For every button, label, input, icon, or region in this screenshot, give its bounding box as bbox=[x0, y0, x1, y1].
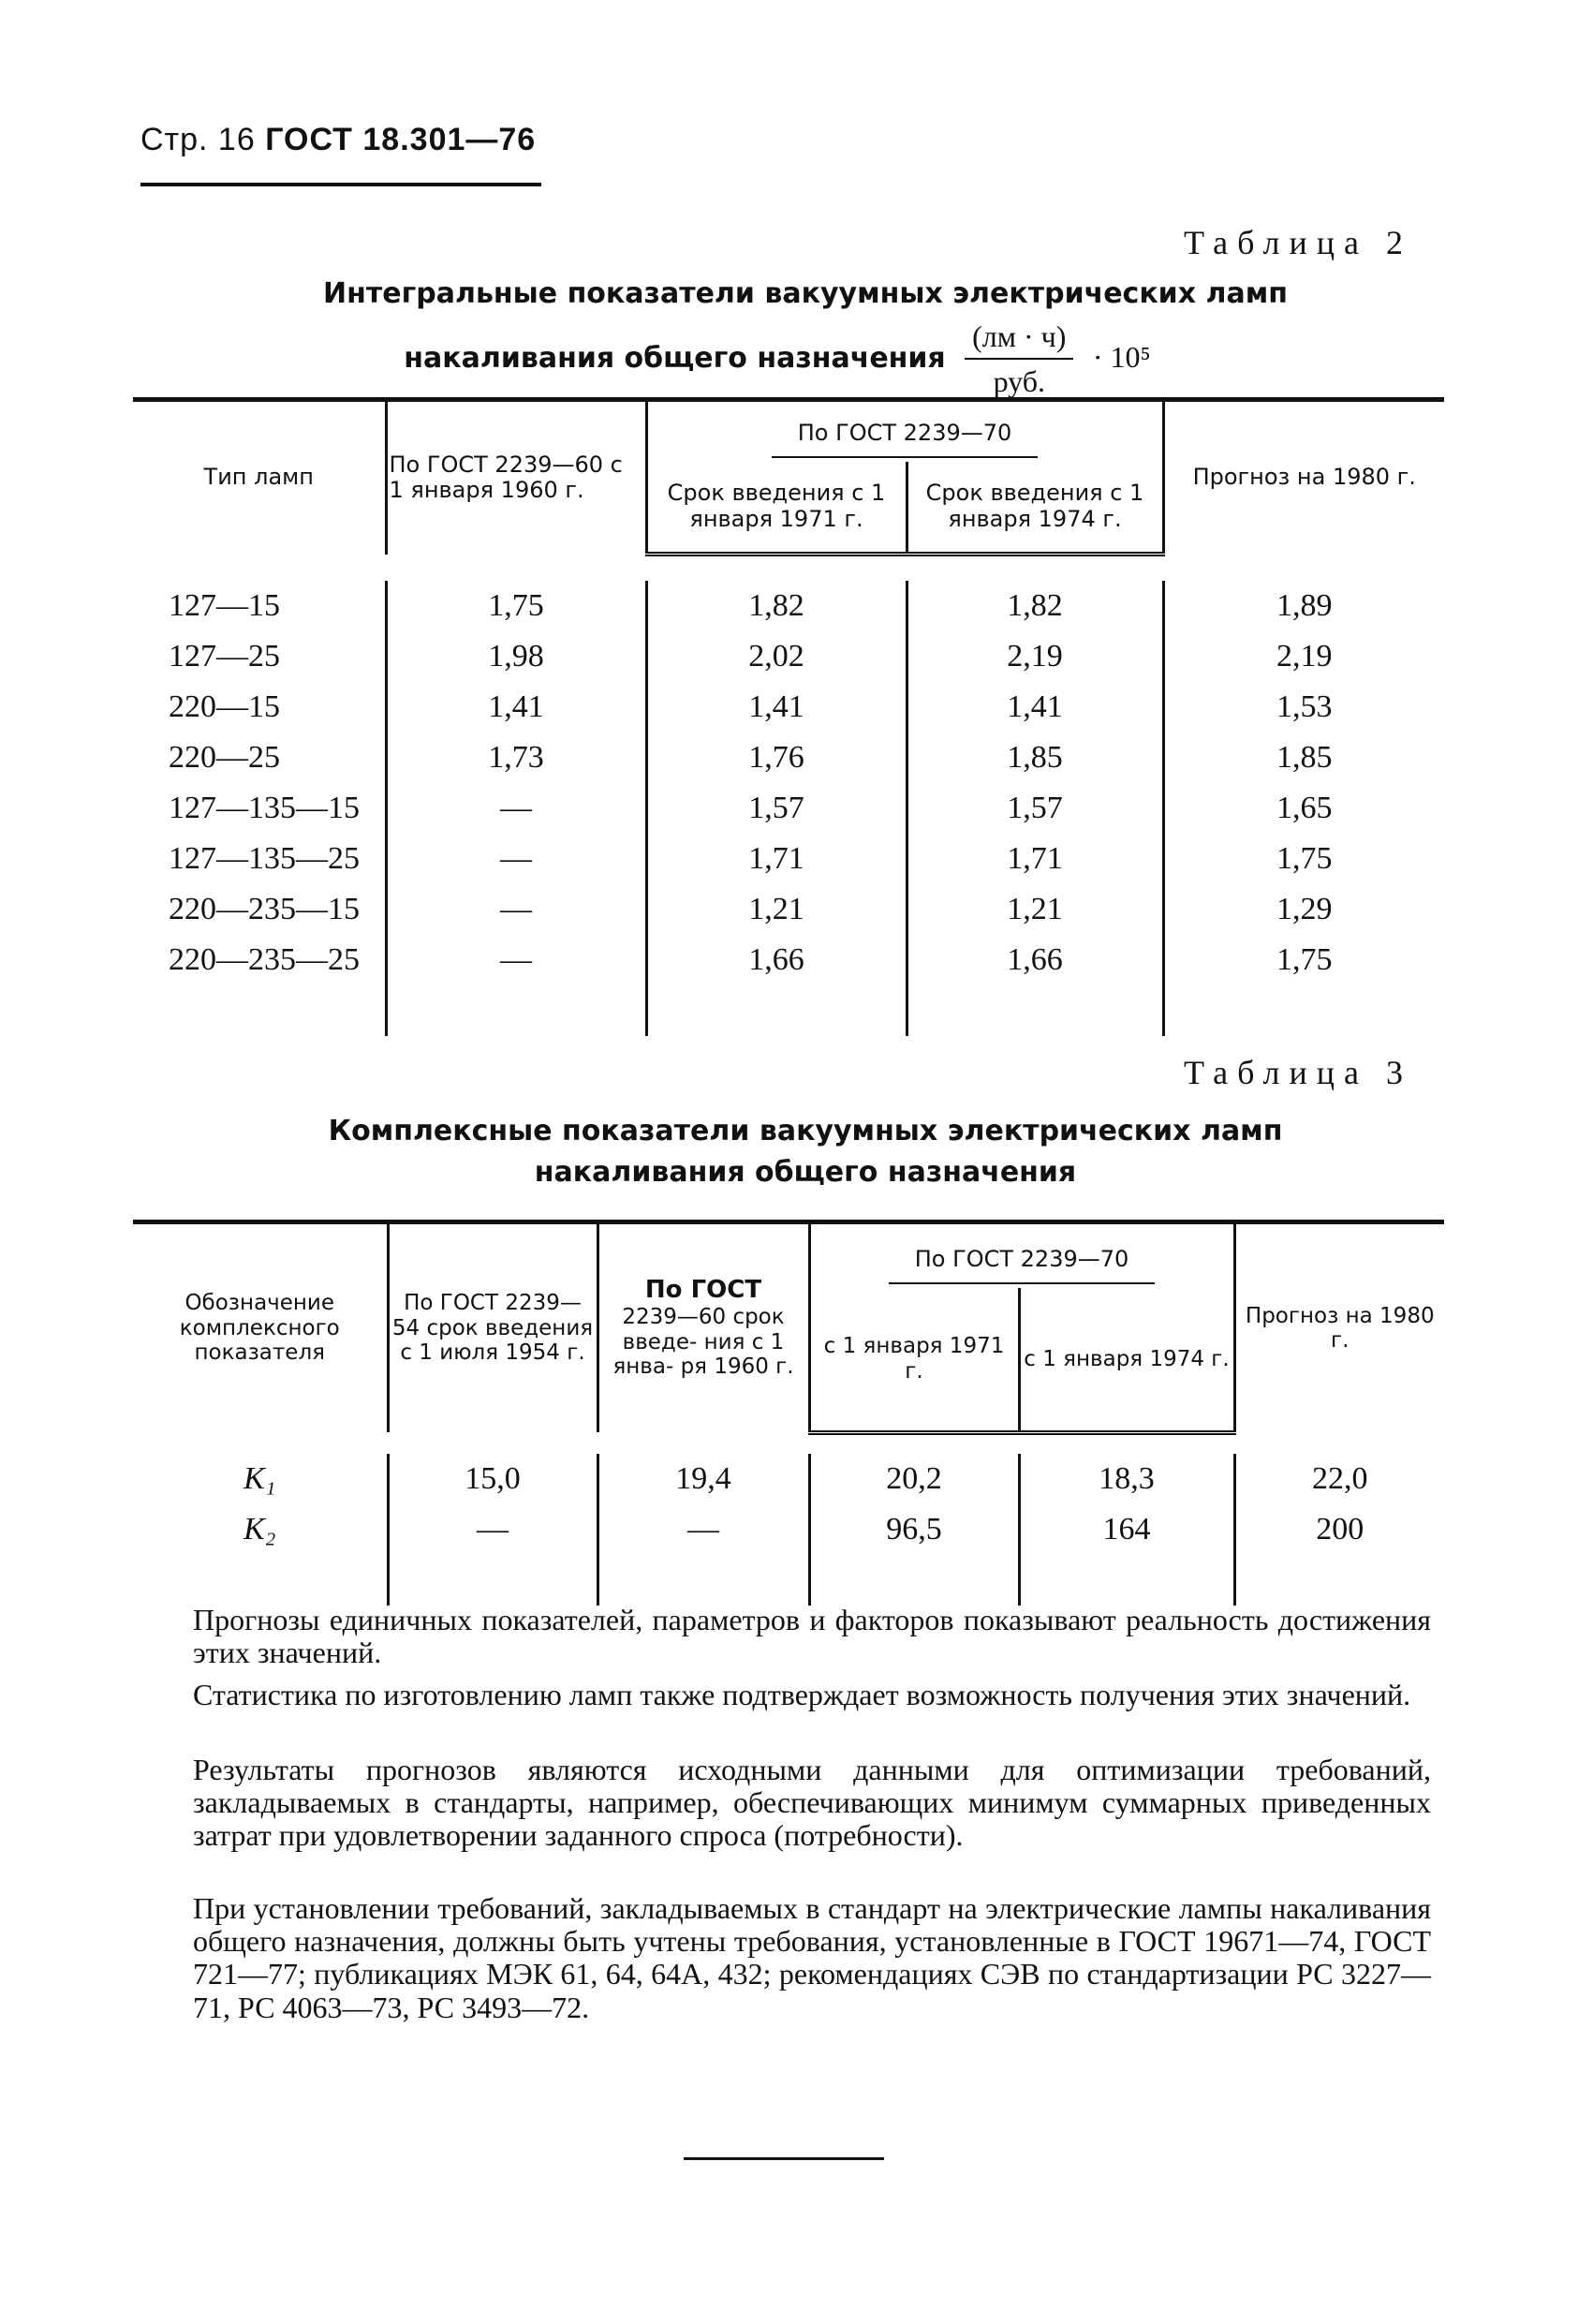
col-header-gost1954: По ГОСТ 2239—54 срок введения с 1 июля 1954 г. bbox=[388, 1222, 597, 1433]
indicator-name: K₁ bbox=[243, 1460, 276, 1496]
paragraph-3-text: Результаты прогнозов являются исходными данными для оптимизации требований, закладываемых в стандарты, например, обеспечивающих минимум суммарных приведенных затрат при удовлетворении заданного спроса (потребности). bbox=[193, 1753, 1431, 1853]
spacer-cell bbox=[386, 985, 646, 1036]
value-1980: 200 bbox=[1234, 1504, 1444, 1555]
value-1971: 20,2 bbox=[809, 1454, 1019, 1504]
table-row bbox=[133, 581, 1444, 631]
unit-numerator: (лм · ч) bbox=[965, 315, 1073, 360]
table-row bbox=[133, 935, 1444, 985]
table3-title bbox=[243, 1111, 1367, 1192]
table-row bbox=[133, 1504, 1444, 1555]
table3 bbox=[133, 1220, 1444, 1606]
value-1974: 164 bbox=[1019, 1504, 1234, 1555]
value-1971: 2,02 bbox=[646, 631, 907, 682]
table-row bbox=[133, 631, 1444, 682]
value-1980: 1,65 bbox=[1163, 783, 1444, 834]
value-1974: 1,66 bbox=[907, 935, 1163, 985]
table-row bbox=[133, 1454, 1444, 1504]
value-1960: 1,41 bbox=[386, 682, 646, 733]
col-header-forecast: Прогноз на 1980 г. bbox=[1163, 400, 1444, 555]
table2-title bbox=[243, 274, 1367, 403]
paragraph-forecasts bbox=[193, 1604, 1431, 1669]
table3-title-line2: накаливания общего назначения bbox=[534, 1155, 1077, 1189]
table-row bbox=[133, 783, 1444, 834]
value-1980: 1,29 bbox=[1163, 884, 1444, 935]
value-1971: 1,71 bbox=[646, 834, 907, 884]
lamp-type: 220—235—25 bbox=[169, 942, 360, 977]
col-header-1971: Срок введения с 1 января 1971 г. bbox=[646, 462, 907, 555]
table3-label: Таблица 3 bbox=[1184, 1054, 1412, 1091]
value-1980: 1,85 bbox=[1163, 733, 1444, 783]
lamp-type: 220—235—15 bbox=[169, 892, 360, 926]
spacer-cell bbox=[133, 1555, 388, 1606]
paragraph-requirements bbox=[193, 1892, 1431, 2024]
table-row bbox=[133, 834, 1444, 884]
paragraph-2-text: Статистика по изготовлению ламп также подтверждает возможность получения этих значений. bbox=[193, 1678, 1411, 1711]
value-1960: 1,98 bbox=[386, 631, 646, 682]
value-1960: — bbox=[386, 783, 646, 834]
table-row bbox=[133, 682, 1444, 733]
col-header-gost70-group bbox=[809, 1222, 1234, 1289]
value-1980: 1,53 bbox=[1163, 682, 1444, 733]
value-1960: 1,75 bbox=[386, 581, 646, 631]
end-rule bbox=[684, 2157, 884, 2160]
value-1980: 1,89 bbox=[1163, 581, 1444, 631]
paragraph-4-text: При установлении требований, закладываемых в стандарт на электрические лампы накаливания общего назначения, должны быть учтены требования, установленные в ГОСТ 19671—74, ГОСТ 721—77; публикациях МЭК 61, 64, 64А, 432; рекомендациях СЭВ по стандартизации РС 3227—71, РС 4063—73, РС 3493—72. bbox=[193, 1891, 1431, 2024]
gost1960-head: По ГОСТ bbox=[644, 1276, 762, 1305]
lamp-type: 220—15 bbox=[169, 689, 280, 724]
value-1971: 1,76 bbox=[646, 733, 907, 783]
table-row bbox=[133, 884, 1444, 935]
page-number: Стр. 16 bbox=[140, 122, 256, 157]
lamp-type: 127—15 bbox=[169, 588, 280, 623]
spacer-cell bbox=[388, 1555, 597, 1606]
value-1971: 1,57 bbox=[646, 783, 907, 834]
table2-label: Таблица 2 bbox=[1184, 224, 1412, 261]
value-1974: 1,71 bbox=[907, 834, 1163, 884]
spacer-cell bbox=[1163, 985, 1444, 1036]
value-1954: — bbox=[388, 1504, 597, 1555]
spacer-cell bbox=[133, 985, 386, 1036]
gost1960-rest: 2239—60 срок введе- ния с 1 янва- ря 1960 г. bbox=[612, 1305, 794, 1380]
paragraph-statistics bbox=[193, 1679, 1431, 1711]
spacer-cell bbox=[646, 985, 907, 1036]
value-1971: 1,82 bbox=[646, 581, 907, 631]
spacer-cell bbox=[809, 1555, 1019, 1606]
value-1980: 1,75 bbox=[1163, 935, 1444, 985]
table-row bbox=[133, 733, 1444, 783]
spacer-cell bbox=[1019, 1555, 1234, 1606]
unit-multiplier: · 10⁵ bbox=[1092, 339, 1151, 374]
col-header-designation: Обозначение комплексного показателя bbox=[179, 1291, 340, 1366]
col-header-type: Тип ламп bbox=[203, 464, 314, 491]
value-1974: 1,41 bbox=[907, 682, 1163, 733]
lamp-type: 127—135—15 bbox=[169, 791, 360, 825]
col-header-1974: с 1 января 1974 г. bbox=[1019, 1288, 1234, 1432]
lamp-type: 127—25 bbox=[169, 639, 280, 674]
table2-title-line2 bbox=[215, 315, 1339, 404]
gost70-group-label: По ГОСТ 2239—70 bbox=[772, 421, 1039, 458]
value-1974: 18,3 bbox=[1019, 1454, 1234, 1504]
value-1960: — bbox=[386, 935, 646, 985]
value-1971: 1,21 bbox=[646, 884, 907, 935]
spacer-cell bbox=[1234, 1555, 1444, 1606]
col-header-1974: Срок введения с 1 января 1974 г. bbox=[907, 462, 1163, 555]
value-1971: 96,5 bbox=[809, 1504, 1019, 1555]
value-1980: 22,0 bbox=[1234, 1454, 1444, 1504]
value-1960: 19,4 bbox=[597, 1454, 809, 1504]
unit-denominator: руб. bbox=[993, 363, 1045, 398]
gost70-group-label: По ГОСТ 2239—70 bbox=[889, 1247, 1156, 1284]
value-1971: 1,66 bbox=[646, 935, 907, 985]
value-1954: 15,0 bbox=[388, 1454, 597, 1504]
standard-code: ГОСТ 18.301—76 bbox=[265, 122, 537, 157]
paragraph-results bbox=[193, 1754, 1431, 1853]
table2 bbox=[133, 397, 1444, 1036]
spacer-row bbox=[133, 555, 1444, 582]
value-1960: — bbox=[386, 884, 646, 935]
spacer-cell bbox=[597, 1555, 809, 1606]
col-header-1971: с 1 января 1971 г. bbox=[809, 1288, 1019, 1432]
value-1960: 1,73 bbox=[386, 733, 646, 783]
value-1960: — bbox=[386, 834, 646, 884]
lamp-type: 127—135—25 bbox=[169, 841, 360, 876]
spacer-cell bbox=[907, 985, 1163, 1036]
value-1971: 1,41 bbox=[646, 682, 907, 733]
value-1974: 2,19 bbox=[907, 631, 1163, 682]
lamp-type: 220—25 bbox=[169, 740, 280, 775]
table2-unit-fraction bbox=[965, 315, 1073, 404]
value-1980: 2,19 bbox=[1163, 631, 1444, 682]
indicator-name: K₂ bbox=[243, 1511, 276, 1547]
table2-title-line2-text: накаливания общего назначения bbox=[404, 341, 946, 375]
value-1974: 1,85 bbox=[907, 733, 1163, 783]
col-header-gost1960 bbox=[597, 1222, 809, 1433]
table3-title-line1: Комплексные показатели вакуумных электрических ламп bbox=[328, 1115, 1283, 1147]
col-header-gost1960: По ГОСТ 2239—60 с 1 января 1960 г. bbox=[386, 400, 646, 555]
value-1980: 1,75 bbox=[1163, 834, 1444, 884]
paragraph-1-text: Прогнозы единичных показателей, параметров и факторов показывают реальность достижения этих значений. bbox=[193, 1603, 1431, 1670]
col-header-forecast: Прогноз на 1980 г. bbox=[1234, 1222, 1444, 1433]
value-1974: 1,57 bbox=[907, 783, 1163, 834]
spacer-row bbox=[133, 1432, 1444, 1454]
value-1974: 1,21 bbox=[907, 884, 1163, 935]
page-header bbox=[140, 122, 541, 186]
table2-title-line1: Интегральные показатели вакуумных электрических ламп bbox=[323, 277, 1288, 310]
value-1960: — bbox=[597, 1504, 809, 1555]
col-header-gost70-group bbox=[646, 400, 1163, 463]
value-1974: 1,82 bbox=[907, 581, 1163, 631]
